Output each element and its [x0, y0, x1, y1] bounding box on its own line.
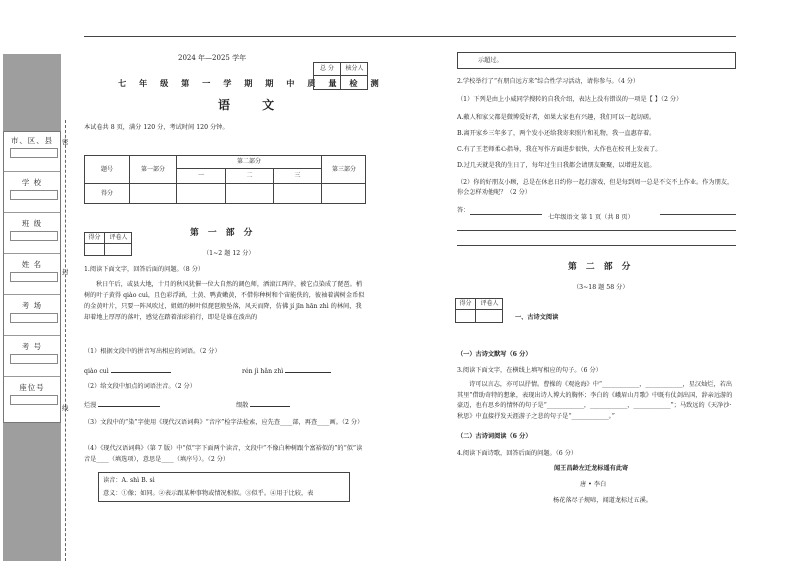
answer-line-2[interactable] [457, 230, 736, 231]
score-row-label: 得分 [100, 189, 113, 197]
section-poetry: （二）古诗词阅读（6 分） [457, 433, 532, 440]
seal-char-xian: 线 [62, 404, 69, 412]
word-answer-2[interactable] [250, 400, 290, 407]
part2-title: 第 二 部 分 [568, 262, 634, 272]
q2-part1: （1）下列是由上小威同学搜转的自我介绍，表达上没有错误的一项是【 】（2 分） [457, 96, 683, 103]
poem-line-1: 杨花落尽子规啼，闻道龙标过五溪。 [553, 497, 652, 504]
dictionary-box [98, 472, 350, 502]
checker-cell[interactable] [341, 76, 368, 89]
seat-input[interactable] [10, 395, 58, 405]
field-label-exam-number: 考 号 [21, 342, 43, 351]
class-input[interactable] [10, 231, 58, 241]
q1-part2: （2）给文段中加点的词语注音。（2 分） [84, 383, 196, 390]
top-rule [84, 36, 736, 37]
student-info-box [3, 131, 61, 423]
q1-word-2: 缀散 [236, 400, 290, 410]
q1-pinyin-2: rén jì hǎn zhì [242, 366, 331, 376]
exam-number-input[interactable] [10, 354, 58, 364]
header-sub-three: 三 [294, 172, 301, 180]
q1-passage: 秋日午后，或县大地，十月的秋风犹催一位大自然的调色师，洒滚江两岸，被它点染成了琵琶。梢树的叶子黄得 qiào cuì，且色彩浮涵，土黄、鸭黄嫩黄，不借你种树和个宙能佚的，彼袖着满树金币似的金黄叶片，只要一阵风吹过，姐姐的树叶似琵琶般坠落，风天而降，仿佛 jí jīn hān zhì 的林间，我却着地上厚厚的落叶，感觉在踏着油彩前行，即是是谁在泼出的 [84, 281, 365, 321]
q1-pinyin-1: qiào cuì [84, 366, 171, 376]
field-label-school: 学 校 [21, 178, 43, 187]
continued-text: 示超过。 [478, 57, 503, 64]
grader-score-label-2: 得分 [459, 300, 472, 308]
answer-line-1[interactable] [470, 214, 542, 215]
section-recitation: （一）古诗文默写（6 分） [457, 351, 532, 358]
part1-grader-box [84, 232, 132, 256]
field-label-room: 考 场 [21, 301, 43, 310]
question-4: 4.阅读下面诗歌，回答后面的问题。（6 分） [457, 450, 578, 457]
dictionary-meanings: 意义：①像；如同。②表示跟某种事物或情况相似。③似乎。④用于比较，表 [103, 490, 314, 497]
answer-label: 答： [457, 207, 470, 214]
district-input[interactable] [10, 148, 58, 158]
room-input[interactable] [10, 313, 58, 323]
part2-subtitle: （3~18 题 58 分） [573, 284, 629, 291]
grader-score-label: 得分 [88, 234, 101, 242]
header-sub-one: 一 [197, 172, 204, 180]
total-score-cell[interactable] [314, 76, 340, 89]
field-label-class: 班 级 [21, 219, 43, 228]
header-part-one: 第一部分 [140, 165, 165, 173]
header-sub-two: 二 [246, 172, 253, 180]
score-table [84, 155, 366, 204]
field-label-name: 姓 名 [21, 260, 43, 269]
answer-line-3[interactable] [457, 245, 736, 246]
option-d[interactable]: D.过几天就是我的生日了，每年过生日我都会请朋友聚聚，以增进友谊。 [457, 162, 656, 169]
q1-word-1: 烂漫 [84, 400, 160, 410]
seal-char-mi: 密 [62, 138, 69, 146]
grader-name-label: 评卷人 [109, 234, 128, 242]
q3-text: 诗可以言志，亦可以抒情。曹操的《观沧海》中“____________，____________，星汉灿烂，若出其里”借助奇特的想象，表现出诗人博大的胸怀；李白的《峨眉山月歌》中既有仗剑出国，辞亲远游的豪迈，也有思乡的情怀的句子是“____________，____________，____________”；马致远的《天净沙·秋思》中直接抒发天涯游子之悲的句子是“____________。” [457, 381, 733, 420]
pinyin-answer-1[interactable] [111, 366, 171, 373]
q1-part1: （1）根据文段中的拼音写出相应的词语。（2 分） [84, 348, 221, 355]
header-part-three: 第三部分 [331, 165, 356, 173]
checker-label: 核分人 [345, 65, 364, 73]
school-year: 2024 年—2025 学年 [178, 54, 247, 62]
dictionary-readings: 读音：A. shì B. sì [103, 477, 155, 484]
pinyin-answer-2[interactable] [285, 366, 331, 373]
grader-name-label-2: 评卷人 [480, 300, 499, 308]
poem-author: 唐 • 李白 [580, 481, 607, 488]
seal-line [65, 120, 66, 561]
header-question-number: 题号 [100, 165, 113, 173]
field-label-seat: 座位号 [19, 383, 45, 392]
exam-intro: 本试卷共 8 页，满分 120 分，考试时间 120 分钟。 [84, 124, 229, 131]
school-input[interactable] [10, 190, 58, 200]
option-c[interactable]: C.有了王老师柔心指导，我在写作方面进步很快，大作也在校刊上发表了。 [457, 146, 662, 153]
q1-part4: （4）《现代汉语词典》（第 7 版）中“似”字下面两个读音，文段中“不像白种树跟个富裕似的”的“似”读音是____（填选项），意思是____（填序号）。（2 分） [84, 445, 363, 464]
question-2: 2.学校举行了“有朋自远方来”综合性学习活动，请你参与。（4 分） [457, 78, 640, 85]
exam-title: 七 年 级 第 一 学 期 期 中 质 量 检 测 [118, 78, 384, 88]
word-answer-1[interactable] [98, 400, 160, 407]
seal-char-feng: 封 [62, 268, 69, 276]
continued-box [457, 52, 736, 69]
field-label-district: 市、区、县 [11, 136, 53, 145]
q1-part3: （3）文段中的“染”字使用《现代汉语词典》“音序”检字法检索，应先查____部，再查____画。（2 分） [84, 419, 364, 426]
name-input[interactable] [10, 272, 58, 282]
page-footer: 七年级语文 第 1 页（共 8 页） [548, 214, 634, 221]
section-classical-reading: 一、古诗文阅读 [515, 314, 559, 321]
part2-grader-box [455, 298, 503, 323]
subject-title: 语 文 [218, 98, 289, 112]
part1-subtitle: （1~2 题 12 分） [203, 250, 255, 257]
poem-title: 闻王昌龄左迁龙标遥有此寄 [554, 465, 629, 472]
option-a[interactable]: A.敝人和家父都是微博爱好者，如果大家也有兴趣，我们可以一起切磋。 [457, 114, 656, 121]
question-3: 3.阅读下面文字，在横线上填写相应的句子。（6 分） [457, 367, 602, 374]
header-part-two: 第二部分 [236, 158, 261, 166]
part1-title: 第 一 部 分 [190, 228, 256, 238]
question-1: 1.阅读下面文字，回答后面的问题。（8 分） [84, 266, 205, 273]
total-score-label: 总 分 [320, 65, 334, 73]
option-b[interactable]: B.离开家乡三年多了，两个发小还给我寄来照片和礼物，我一直惠存着。 [457, 130, 656, 137]
total-score-box [313, 62, 368, 90]
q2-part2: （2）你的好朋友小顾，总是在休息日约你一起打游戏，但是每到周一总是不交不上作业。作为朋友，你会怎样劝他呢？（2 分） [457, 179, 734, 197]
answer-line-1b[interactable] [660, 214, 736, 215]
